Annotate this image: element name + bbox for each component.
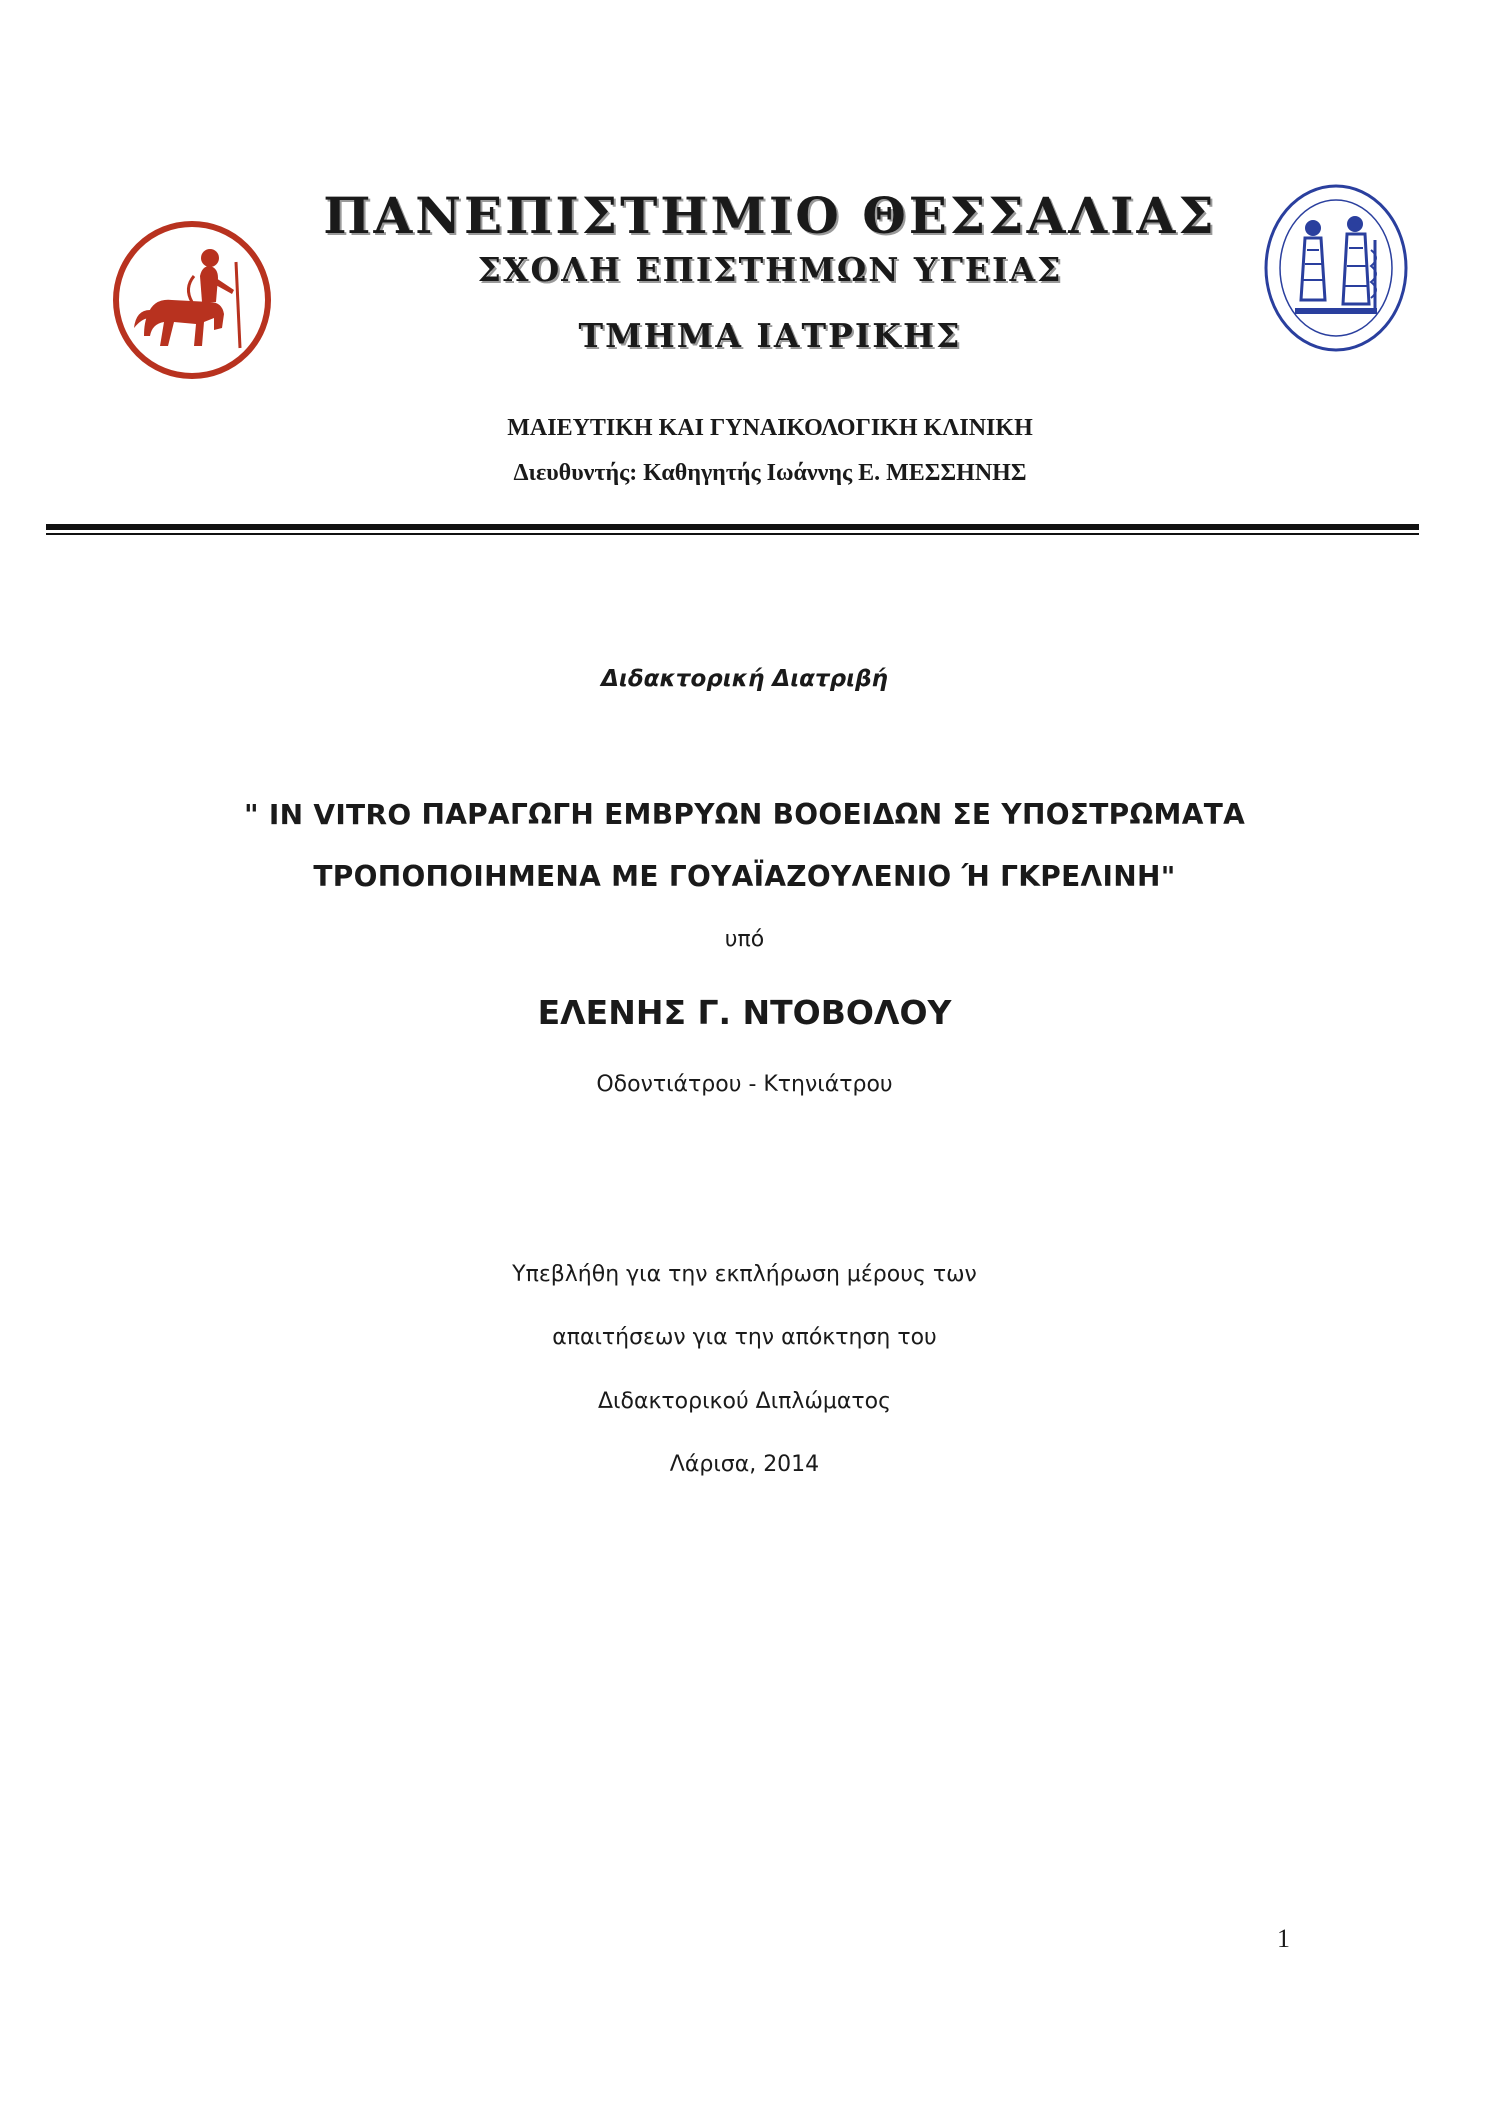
- author-profession: Οδοντιάτρου - Κτηνιάτρου: [596, 1072, 893, 1097]
- place-and-date: Λάρισα, 2014: [669, 1452, 820, 1477]
- clinic-director: Διευθυντής: Καθηγητής Ιωάννης Ε. ΜΕΣΣΗΝΗΣ: [513, 460, 1027, 486]
- page-number: 1: [1277, 1924, 1290, 1953]
- header-divider: [46, 524, 1419, 530]
- hygeia-asclepius-seal-icon: [1261, 180, 1411, 355]
- author-name: ΕΛΕΝΗΣ Γ. ΝΤΟΒΟΛΟΥ: [537, 993, 952, 1032]
- thesis-title-line-1: " IN VITRO ΠΑΡΑΓΩΓΗ ΕΜΒΡΥΩΝ ΒΟΟΕΙΔΩΝ ΣΕ ΥΠΟΣΤΡΩΜΑΤΑ: [243, 798, 1246, 831]
- department-name: ΤΜΗΜΑ ΙΑΤΡΙΚΗΣ: [578, 316, 962, 355]
- submission-line-1: Υπεβλήθη για την εκπλήρωση μέρους των: [512, 1262, 977, 1287]
- submission-line-2: απαιτήσεων για την απόκτηση του: [552, 1325, 937, 1350]
- submission-line-3: Διδακτορικού Διπλώματος: [598, 1389, 891, 1414]
- document-type: Διδακτορική Διατριβή: [601, 666, 888, 692]
- thesis-title-line-2: ΤΡΟΠΟΠΟΙΗΜΕΝΑ ΜΕ ΓΟΥΑΪΑΖΟΥΛΕΝΙΟ Ή ΓΚΡΕΛΙΝΗ": [313, 860, 1176, 893]
- centaur-seal-icon: [110, 218, 274, 382]
- school-name: ΣΧΟΛΗ ΕΠΙΣΤΗΜΩΝ ΥΓΕΙΑΣ: [477, 250, 1063, 289]
- university-name: ΠΑΝΕΠΙΣΤΗΜΙΟ ΘΕΣΣΑΛΙΑΣ: [323, 186, 1217, 245]
- by-label: υπό: [724, 927, 765, 952]
- clinic-name: ΜΑΙΕΥΤΙΚΗ ΚΑΙ ΓΥΝΑΙΚΟΛΟΓΙΚΗ ΚΛΙΝΙΚΗ: [507, 415, 1033, 441]
- header-divider-thin: [46, 533, 1419, 535]
